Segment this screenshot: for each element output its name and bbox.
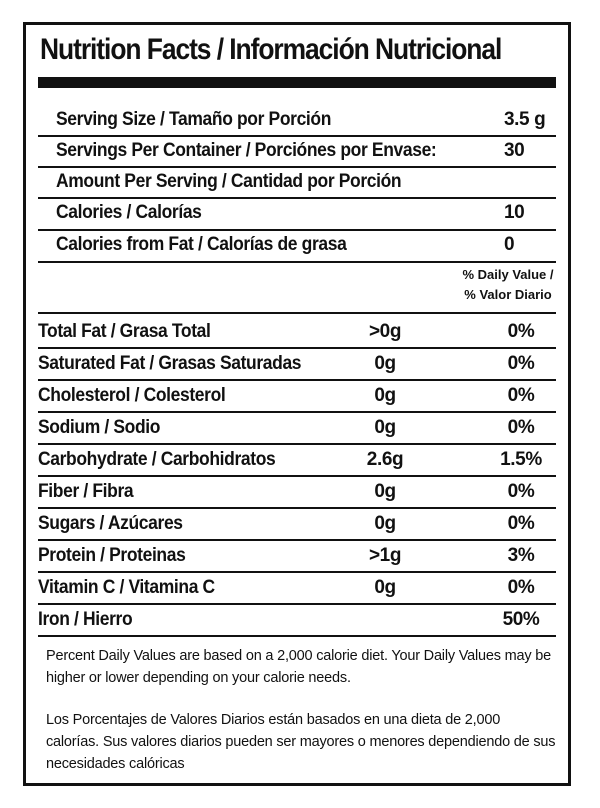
nutrient-row-protein <box>38 541 556 571</box>
nutrient-daily-value: 1.5% <box>500 449 542 470</box>
row-divider <box>38 635 556 637</box>
daily-value-header <box>458 265 558 305</box>
nutrient-amount: 0g <box>374 513 396 534</box>
row-divider <box>38 312 556 314</box>
amount-per-serving-row <box>38 167 556 197</box>
serving-size-label: Serving Size / Tamaño por Porción <box>56 109 332 130</box>
serving-size-value: 3.5 g <box>504 109 546 130</box>
nutrient-name: Cholesterol / Colesterol <box>38 385 226 406</box>
nutrient-daily-value: 0% <box>507 417 535 438</box>
nutrient-amount: >0g <box>368 321 402 342</box>
calories-row <box>38 198 556 228</box>
nutrient-daily-value: 0% <box>507 577 535 598</box>
nutrient-row-sodium <box>38 413 556 443</box>
daily-value-header-en: % Daily Value / <box>462 267 554 282</box>
nutrient-daily-value: 0% <box>507 481 535 502</box>
servings-per-container-value: 30 <box>504 140 525 161</box>
title-divider <box>38 77 556 88</box>
nutrient-row-sugars <box>38 509 556 539</box>
nutrient-name: Sodium / Sodio <box>38 417 161 438</box>
nutrient-name: Total Fat / Grasa Total <box>38 321 211 342</box>
nutrient-amount: 0g <box>374 353 396 374</box>
nutrient-daily-value: 0% <box>507 321 535 342</box>
nutrient-daily-value: 3% <box>507 545 535 566</box>
nutrient-amount: 0g <box>374 481 396 502</box>
nutrient-row-iron <box>38 605 556 635</box>
servings-per-container-row <box>38 136 556 166</box>
calories-from-fat-label: Calories from Fat / Calorías de grasa <box>56 234 347 255</box>
nutrient-amount: 2.6g <box>366 449 404 470</box>
label-title: Nutrition Facts / Información Nutricional <box>40 33 502 66</box>
nutrient-row-saturated-fat <box>38 349 556 379</box>
nutrient-amount: 0g <box>374 385 396 406</box>
footnote-english: Percent Daily Values are based on a 2,000 calorie diet. Your Daily Values may be higher or lower depending on your calorie needs. <box>46 648 551 686</box>
nutrient-name: Fiber / Fibra <box>38 481 134 502</box>
nutrient-name: Protein / Proteinas <box>38 545 186 566</box>
nutrient-name: Saturated Fat / Grasas Saturadas <box>38 353 302 374</box>
nutrient-name: Sugars / Azúcares <box>38 513 183 534</box>
nutrient-amount: 0g <box>374 577 396 598</box>
daily-value-header-es: % Valor Diario <box>464 287 552 302</box>
nutrient-daily-value: 0% <box>507 353 535 374</box>
nutrient-amount: >1g <box>368 545 402 566</box>
row-divider <box>38 261 556 263</box>
amount-per-serving-label: Amount Per Serving / Cantidad por Porción <box>56 171 402 192</box>
nutrient-row-cholesterol <box>38 381 556 411</box>
nutrient-amount: 0g <box>374 417 396 438</box>
nutrient-name: Carbohydrate / Carbohidratos <box>38 449 276 470</box>
nutrient-daily-value: 50% <box>502 609 540 630</box>
nutrient-row-vitamin-c <box>38 573 556 603</box>
calories-value: 10 <box>504 202 525 223</box>
calories-from-fat-row <box>38 230 556 260</box>
calories-label: Calories / Calorías <box>56 202 202 223</box>
nutrient-daily-value: 0% <box>507 513 535 534</box>
nutrient-row-total-fat <box>38 317 556 347</box>
nutrient-name: Iron / Hierro <box>38 609 133 630</box>
servings-per-container-label: Servings Per Container / Porciónes por Envase: <box>56 140 437 161</box>
nutrition-label <box>23 22 571 786</box>
nutrient-row-fiber <box>38 477 556 507</box>
nutrient-row-carbohydrate <box>38 445 556 475</box>
nutrient-name: Vitamin C / Vitamina C <box>38 577 215 598</box>
serving-size-row <box>38 105 556 135</box>
footnote-spanish: Los Porcentajes de Valores Diarios están basados en una dieta de 2,000 calorías. Sus valores diarios pueden ser mayores o menores dependiendo de sus necesidades calóricas <box>46 712 556 772</box>
nutrient-daily-value: 0% <box>507 385 535 406</box>
calories-from-fat-value: 0 <box>504 234 515 255</box>
